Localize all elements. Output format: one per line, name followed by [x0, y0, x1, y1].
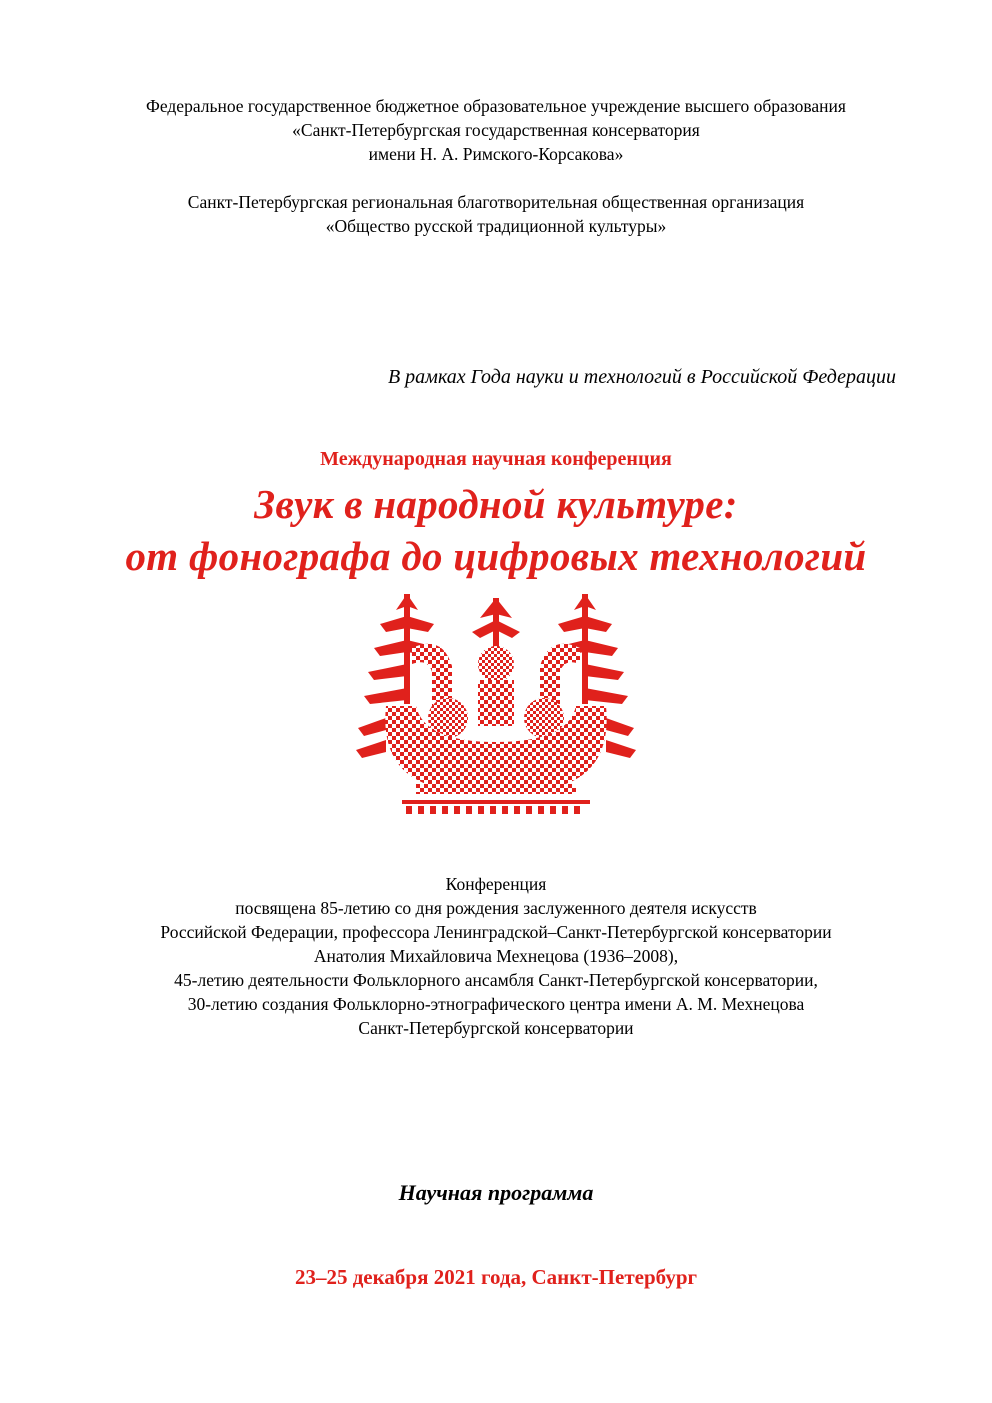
conference-title [60, 478, 932, 582]
conference-title-line: Звук в народной культуре: [254, 481, 738, 527]
organizers [60, 94, 932, 238]
dedication-line: Санкт-Петербургской консерватории [358, 1018, 634, 1038]
organizer-line: Федеральное государственное бюджетное образовательное учреждение высшего образования [146, 96, 846, 116]
conference-title-line: от фонографа до цифровых технологий [125, 533, 867, 579]
dedication [60, 872, 932, 1040]
dedication-line: 45-летию деятельности Фольклорного ансамбля Санкт-Петербургской консерватории, [174, 970, 818, 990]
program-title: Научная программа [398, 1180, 594, 1205]
organizer-line: «Санкт-Петербургская государственная консерватория [292, 120, 700, 140]
organizer-line: «Общество русской традиционной культуры» [325, 216, 667, 236]
dedication-line: посвящена 85-летию со дня рождения заслуженного деятеля искусств [235, 898, 757, 918]
folk-embroidery-ornament [356, 588, 636, 814]
dedication-heading: Конференция [445, 874, 547, 894]
dedication-line: 30-летию создания Фольклорно-этнографического центра имени А. М. Мехнецова [187, 994, 805, 1014]
dedication-line: Анатолия Михайловича Мехнецова (1936–2008), [313, 946, 679, 966]
dedication-line: Российской Федерации, профессора Ленинградской–Санкт-Петербургской консерватории [160, 922, 832, 942]
conference-label: Международная научная конференция [320, 448, 672, 470]
event-dates: 23–25 декабря 2021 года, Санкт-Петербург [294, 1265, 698, 1289]
organizer-line: имени Н. А. Римского-Корсакова» [368, 144, 624, 164]
organizer-line: Санкт-Петербургская региональная благотворительная общественная организация [187, 192, 805, 212]
initiative-note: В рамках Года науки и технологий в Российской Федерации [387, 366, 896, 388]
